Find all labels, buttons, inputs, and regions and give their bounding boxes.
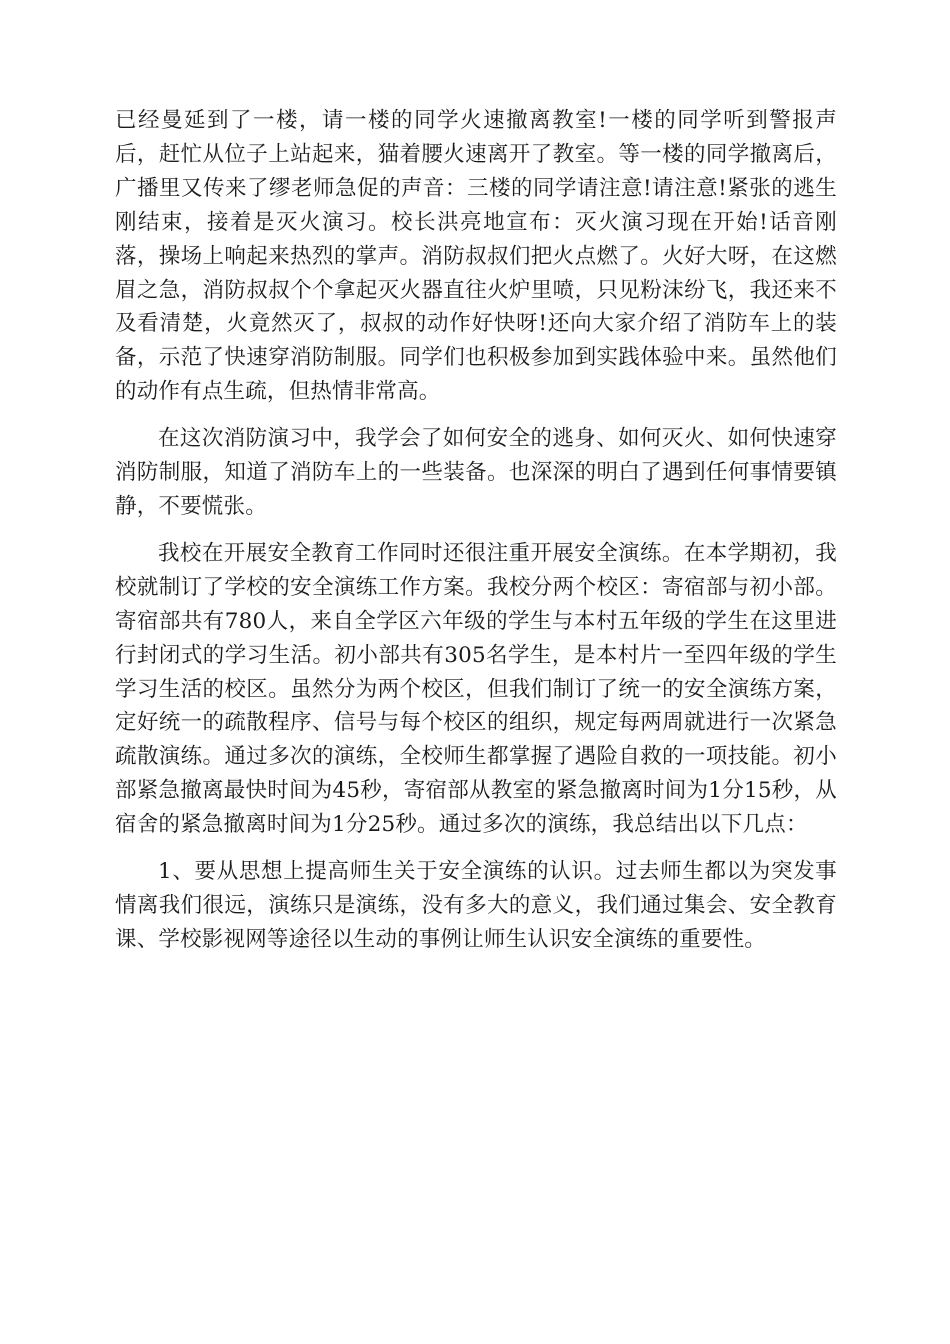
paragraph-lessons-learned: 在这次消防演习中，我学会了如何安全的逃身、如何灭火、如何快速穿消防制服，知道了消防车上的一些装备。也深深的明白了遇到任何事情要镇静，不要慌张。: [115, 426, 837, 519]
paragraph-point-one: 1、要从思想上提高师生关于安全演练的认识。过去师生都以为突发事情离我们很远，演练只是演练，没有多大的意义，我们通过集会、安全教育课、学校影视网等途径以生动的事例让师生认识安全演练的重要性。: [115, 859, 837, 952]
document-body: [115, 104, 837, 957]
paragraph-school-drills: 我校在开展安全教育工作同时还很注重开展安全演练。在本学期初，我校就制订了学校的安全演练工作方案。我校分两个校区：寄宿部与初小部。寄宿部共有780人，来自全学区六年级的学生与本村五年级的学生在这里进行封闭式的学习生活。初小部共有305名学生，是本村片一至四年级的学生学习生活的校区。虽然分为两个校区，但我们制订了统一的安全演练方案，定好统一的疏散程序、信号与每个校区的组织，规定每两周就进行一次紧急疏散演练。通过多次的演练，全校师生都掌握了遇险自救的一项技能。初小部紧急撤离最快时间为45秒，寄宿部从教室的紧急撤离时间为1分15秒，从宿舍的紧急撤离时间为1分25秒。通过多次的演练，我总结出以下几点：: [115, 540, 837, 838]
paragraph-continued: 已经曼延到了一楼，请一楼的同学火速撤离教室!一楼的同学听到警报声后，赶忙从位子上站起来，猫着腰火速离开了教室。等一楼的同学撤离后，广播里又传来了缪老师急促的声音：三楼的同学请注意!请注意!紧张的逃生刚结束，接着是灭火演习。校长洪亮地宣布：灭火演习现在开始!话音刚落，操场上响起来热烈的掌声。消防叔叔们把火点燃了。火好大呀，在这燃眉之急，消防叔叔个个拿起灭火器直往火炉里喷，只见粉沫纷飞，我还来不及看清楚，火竟然灭了，叔叔的动作好快呀!还向大家介绍了消防车上的装备，示范了快速穿消防制服。同学们也积极参加到实践体验中来。虽然他们的动作有点生疏，但热情非常高。: [115, 108, 837, 405]
